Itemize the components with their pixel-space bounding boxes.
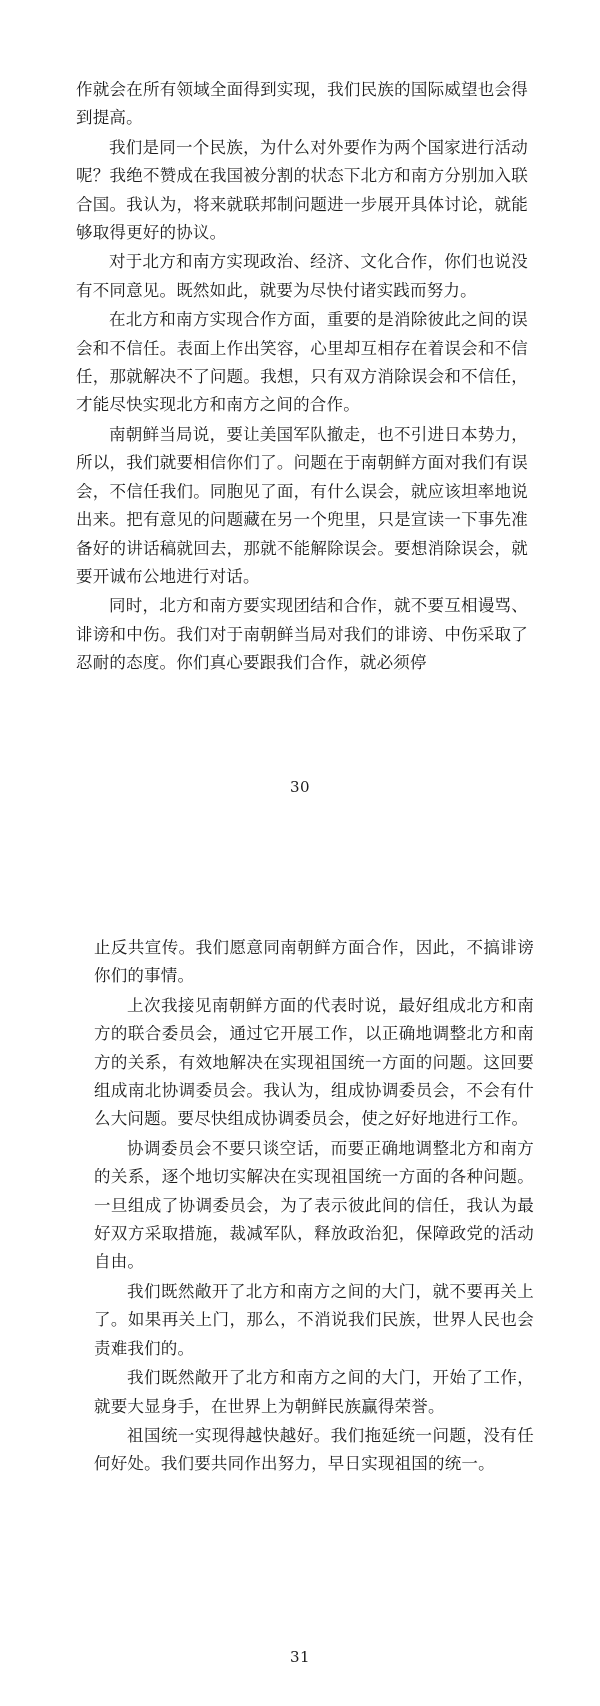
paragraph: 我们是同一个民族，为什么对外要作为两个国家进行活动呢？我绝不赞成在我国被分割的状态下北方和南方分别加入联合国。我认为，将来就联邦制问题进一步展开具体讨论，就能够取得更好的协议。 xyxy=(76,137,528,243)
paragraph: 协调委员会不要只谈空话，而要正确地调整北方和南方的关系，逐个地切实解决在实现祖国统一方面的各种问题。一旦组成了协调委员会，为了表示彼此间的信任，我认为最好双方采取措施，裁减军队，释放政治犯，保障政党的活动自由。 xyxy=(94,1138,534,1272)
page-number: 30 xyxy=(289,778,311,796)
paragraph: 同时，北方和南方要实现团结和合作，就不要互相谩骂、诽谤和中伤。我们对于南朝鲜当局对我们的诽谤、中伤采取了忍耐的态度。你们真心要跟我们合作，就必须停 xyxy=(76,596,528,673)
document-page-31 xyxy=(0,853,600,1706)
paragraph: 在北方和南方实现合作方面，重要的是消除彼此之间的误会和不信任。表面上作出笑容，心里却互相存在着误会和不信任，那就解决不了问题。我想，只有双方消除误会和不信任，才能尽快实现北方和南方之间的合作。 xyxy=(76,310,528,415)
paragraph: 上次我接见南朝鲜方面的代表时说，最好组成北方和南方的联合委员会，通过它开展工作，以正确地调整北方和南方的关系，有效地解决在实现祖国统一方面的问题。这回要组成南北协调委员会。我认为，组成协调委员会，不会有什么大问题。要尽快组成协调委员会，使之好好地进行工作。 xyxy=(94,995,534,1129)
page-body-text xyxy=(94,934,534,1479)
paragraph-continuation: 止反共宣传。我们愿意同南朝鲜方面合作，因此，不搞诽谤你们的事情。 xyxy=(94,938,534,986)
page-body-text xyxy=(76,76,528,678)
paragraph: 对于北方和南方实现政治、经济、文化合作，你们也说没有不同意见。既然如此，就要为尽快付诸实践而努力。 xyxy=(76,252,528,300)
page-number: 31 xyxy=(289,1648,311,1666)
paragraph: 我们既然敞开了北方和南方之间的大门，开始了工作，就要大显身手，在世界上为朝鲜民族赢得荣誉。 xyxy=(94,1368,534,1416)
paragraph: 南朝鲜当局说，要让美国军队撤走，也不引进日本势力，所以，我们就要相信你们了。问题在于南朝鲜方面对我们有误会，不信任我们。同胞见了面，有什么误会，就应该坦率地说出来。把有意见的问题藏在另一个兜里，只是宣读一下事先准备好的讲话稿就回去，那就不能解除误会。要想消除误会，就要开诚布公地进行对话。 xyxy=(76,424,528,586)
paragraph-continuation: 作就会在所有领域全面得到实现，我们民族的国际威望也会得到提高。 xyxy=(76,80,528,128)
paragraph: 我们既然敞开了北方和南方之间的大门，就不要再关上了。如果再关上门，那么，不消说我们民族，世界人民也会责难我们的。 xyxy=(94,1281,534,1358)
paragraph: 祖国统一实现得越快越好。我们拖延统一问题，没有任何好处。我们要共同作出努力，早日实现祖国的统一。 xyxy=(94,1425,534,1474)
